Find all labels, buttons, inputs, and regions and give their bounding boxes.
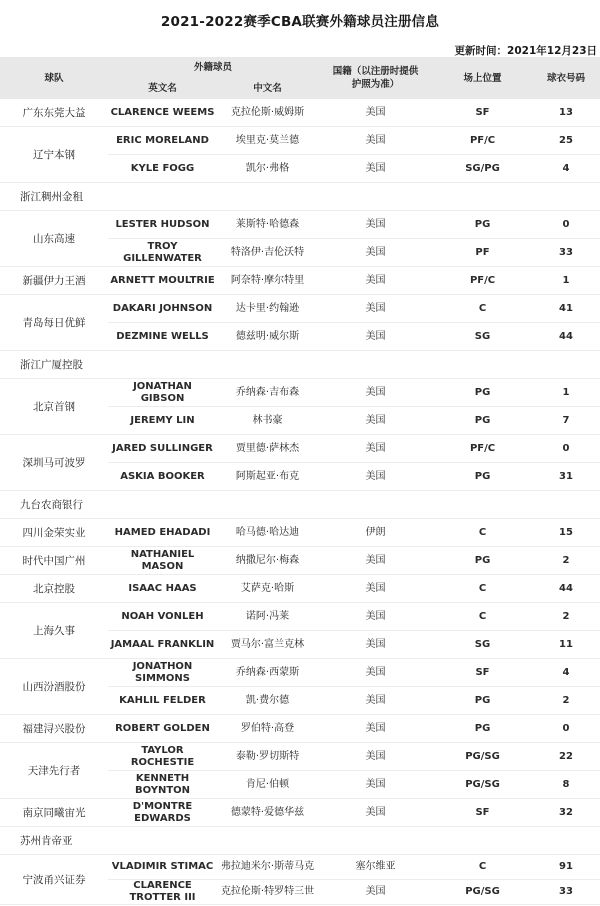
header-position: 场上位置 xyxy=(433,57,532,99)
position: PF/C xyxy=(433,127,532,155)
english-name: D'MONTRE EDWARDS xyxy=(108,799,217,827)
english-name: ASKIA BOOKER xyxy=(108,463,217,491)
team-name: 山西汾酒股份 xyxy=(0,659,108,715)
team-name: 山东高速 xyxy=(0,211,108,267)
english-name: ERIC MORELAND xyxy=(108,127,217,155)
english-name: KYLE FOGG xyxy=(108,155,217,183)
position: PF/C xyxy=(433,267,532,295)
english-name: CLARENCE WEEMS xyxy=(108,99,217,127)
english-name: VLADIMIR STIMAC xyxy=(108,855,217,880)
table-row xyxy=(0,295,600,323)
chinese-name: 诺阿·冯莱 xyxy=(217,603,318,631)
chinese-name: 罗伯特·高登 xyxy=(217,715,318,743)
nationality: 伊朗 xyxy=(318,519,433,547)
jersey-number: 44 xyxy=(532,575,600,603)
table-row xyxy=(0,267,600,295)
header-chinese-name: 中文名 xyxy=(217,78,318,99)
english-name: LESTER HUDSON xyxy=(108,211,217,239)
team-name: 北京控股 xyxy=(0,575,108,603)
table-row xyxy=(0,183,600,211)
position: PG xyxy=(433,463,532,491)
chinese-name: 艾萨克·哈斯 xyxy=(217,575,318,603)
header-english-name: 英文名 xyxy=(108,78,217,99)
jersey-number: 41 xyxy=(532,295,600,323)
english-name: ROBERT GOLDEN xyxy=(108,715,217,743)
chinese-name: 特洛伊·吉伦沃特 xyxy=(217,239,318,267)
position: SG xyxy=(433,323,532,351)
nationality: 美国 xyxy=(318,715,433,743)
chinese-name: 凯尔·弗格 xyxy=(217,155,318,183)
team-name: 深圳马可波罗 xyxy=(0,435,108,491)
header-number: 球衣号码 xyxy=(532,57,600,99)
team-name: 上海久事 xyxy=(0,603,108,659)
english-name: JONATHON SIMMONS xyxy=(108,659,217,687)
position: PG xyxy=(433,547,532,575)
nationality: 美国 xyxy=(318,603,433,631)
chinese-name: 达卡里·约翰逊 xyxy=(217,295,318,323)
english-name: JONATHAN GIBSON xyxy=(108,379,217,407)
nationality: 美国 xyxy=(318,379,433,407)
english-name: KAHLIL FELDER xyxy=(108,687,217,715)
chinese-name: 凯·费尔德 xyxy=(217,687,318,715)
position: C xyxy=(433,295,532,323)
chinese-name: 贾里德·萨林杰 xyxy=(217,435,318,463)
jersey-number: 0 xyxy=(532,715,600,743)
chinese-name: 哈马德·哈达迪 xyxy=(217,519,318,547)
header-nationality-line1: 国籍（以注册时提供 xyxy=(332,66,419,77)
table-row xyxy=(0,659,600,687)
position: PF xyxy=(433,239,532,267)
nationality: 美国 xyxy=(318,435,433,463)
table-header xyxy=(0,57,600,99)
team-name: 广东东莞大益 xyxy=(0,99,108,127)
team-name: 青岛每日优鲜 xyxy=(0,295,108,351)
nationality: 美国 xyxy=(318,127,433,155)
jersey-number: 0 xyxy=(532,435,600,463)
team-name: 时代中国广州 xyxy=(0,547,108,575)
jersey-number: 31 xyxy=(532,463,600,491)
jersey-number: 2 xyxy=(532,687,600,715)
english-name: ARNETT MOULTRIE xyxy=(108,267,217,295)
jersey-number: 7 xyxy=(532,407,600,435)
header-nationality-line2: 护照为准） xyxy=(351,79,400,90)
nationality: 美国 xyxy=(318,407,433,435)
table-row xyxy=(0,575,600,603)
jersey-number: 0 xyxy=(532,211,600,239)
jersey-number: 22 xyxy=(532,743,600,771)
table-row xyxy=(0,603,600,631)
team-name: 天津先行者 xyxy=(0,743,108,799)
table-row xyxy=(0,379,600,407)
jersey-number: 33 xyxy=(532,880,600,905)
jersey-number: 4 xyxy=(532,659,600,687)
position: PG xyxy=(433,379,532,407)
nationality: 美国 xyxy=(318,687,433,715)
jersey-number: 11 xyxy=(532,631,600,659)
chinese-name: 埃里克·莫兰德 xyxy=(217,127,318,155)
english-name: KENNETH BOYNTON xyxy=(108,771,217,799)
nationality: 美国 xyxy=(318,155,433,183)
update-time: 更新时间：2021年12月23日 xyxy=(454,45,597,57)
jersey-number: 44 xyxy=(532,323,600,351)
chinese-name: 乔纳森·吉布森 xyxy=(217,379,318,407)
english-name: CLARENCE TROTTER III xyxy=(108,880,217,905)
page-title: 2021-2022赛季CBA联赛外籍球员注册信息 xyxy=(160,14,440,30)
position: C xyxy=(433,519,532,547)
table-row xyxy=(0,855,600,880)
nationality: 美国 xyxy=(318,211,433,239)
team-name: 宁波甬兴证券 xyxy=(0,855,108,905)
table-row xyxy=(0,99,600,127)
nationality: 美国 xyxy=(318,295,433,323)
header-team: 球队 xyxy=(0,57,108,99)
jersey-number: 1 xyxy=(532,379,600,407)
jersey-number: 2 xyxy=(532,603,600,631)
jersey-number: 2 xyxy=(532,547,600,575)
english-name: DAKARI JOHNSON xyxy=(108,295,217,323)
team-name: 辽宁本钢 xyxy=(0,127,108,183)
chinese-name: 肯尼·伯顿 xyxy=(217,771,318,799)
english-name: DEZMINE WELLS xyxy=(108,323,217,351)
nationality: 美国 xyxy=(318,575,433,603)
chinese-name: 德蒙特·爱德华兹 xyxy=(217,799,318,827)
nationality: 美国 xyxy=(318,880,433,905)
position: SG xyxy=(433,631,532,659)
table-row xyxy=(0,491,600,519)
jersey-number: 32 xyxy=(532,799,600,827)
english-name: JAMAAL FRANKLIN xyxy=(108,631,217,659)
team-name: 北京首钢 xyxy=(0,379,108,435)
english-name: NATHANIEL MASON xyxy=(108,547,217,575)
team-name: 南京同曦宙光 xyxy=(0,799,108,827)
table-row xyxy=(0,743,600,771)
chinese-name: 德兹明·威尔斯 xyxy=(217,323,318,351)
position: PF/C xyxy=(433,435,532,463)
team-name: 新疆伊力王酒 xyxy=(0,267,108,295)
position: PG xyxy=(433,687,532,715)
table-row xyxy=(0,127,600,155)
nationality: 美国 xyxy=(318,239,433,267)
position: SF xyxy=(433,659,532,687)
table-body xyxy=(0,99,600,905)
nationality: 美国 xyxy=(318,547,433,575)
english-name: ISAAC HAAS xyxy=(108,575,217,603)
position: PG xyxy=(433,715,532,743)
team-name: 四川金荣实业 xyxy=(0,519,108,547)
nationality: 美国 xyxy=(318,463,433,491)
chinese-name: 林书豪 xyxy=(217,407,318,435)
english-name: TAYLOR ROCHESTIE xyxy=(108,743,217,771)
english-name: NOAH VONLEH xyxy=(108,603,217,631)
jersey-number: 91 xyxy=(532,855,600,880)
position: SF xyxy=(433,99,532,127)
nationality: 美国 xyxy=(318,631,433,659)
position: PG xyxy=(433,407,532,435)
nationality: 美国 xyxy=(318,323,433,351)
english-name: TROY GILLENWATER xyxy=(108,239,217,267)
chinese-name: 阿斯起亚·布克 xyxy=(217,463,318,491)
table-row xyxy=(0,351,600,379)
chinese-name: 乔纳森·西蒙斯 xyxy=(217,659,318,687)
jersey-number: 15 xyxy=(532,519,600,547)
nationality: 塞尔维亚 xyxy=(318,855,433,880)
position: PG/SG xyxy=(433,743,532,771)
position: SF xyxy=(433,799,532,827)
english-name: JARED SULLINGER xyxy=(108,435,217,463)
english-name: JEREMY LIN xyxy=(108,407,217,435)
chinese-name: 泰勒·罗切斯特 xyxy=(217,743,318,771)
header-foreign-players: 外籍球员 xyxy=(108,57,318,78)
nationality: 美国 xyxy=(318,267,433,295)
nationality: 美国 xyxy=(318,99,433,127)
table-row xyxy=(0,435,600,463)
table-row xyxy=(0,827,600,855)
jersey-number: 1 xyxy=(532,267,600,295)
nationality: 美国 xyxy=(318,659,433,687)
jersey-number: 4 xyxy=(532,155,600,183)
position: C xyxy=(433,575,532,603)
team-name: 九台农商银行 xyxy=(0,491,600,519)
chinese-name: 阿奈特·摩尔特里 xyxy=(217,267,318,295)
jersey-number: 8 xyxy=(532,771,600,799)
position: PG/SG xyxy=(433,771,532,799)
position: SG/PG xyxy=(433,155,532,183)
jersey-number: 13 xyxy=(532,99,600,127)
chinese-name: 克拉伦斯·特罗特三世 xyxy=(217,880,318,905)
team-name: 浙江稠州金租 xyxy=(0,183,600,211)
table-row xyxy=(0,211,600,239)
position: C xyxy=(433,855,532,880)
english-name: HAMED EHADADI xyxy=(108,519,217,547)
table-row xyxy=(0,799,600,827)
position: PG xyxy=(433,211,532,239)
table-row xyxy=(0,715,600,743)
chinese-name: 贾马尔·富兰克林 xyxy=(217,631,318,659)
header-nationality xyxy=(318,57,433,99)
nationality: 美国 xyxy=(318,743,433,771)
chinese-name: 莱斯特·哈德森 xyxy=(217,211,318,239)
team-name: 浙江广厦控股 xyxy=(0,351,600,379)
chinese-name: 克拉伦斯·威姆斯 xyxy=(217,99,318,127)
table-row xyxy=(0,519,600,547)
nationality: 美国 xyxy=(318,771,433,799)
team-name: 苏州肯帝亚 xyxy=(0,827,600,855)
jersey-number: 25 xyxy=(532,127,600,155)
registration-table xyxy=(0,57,600,905)
team-name: 福建浔兴股份 xyxy=(0,715,108,743)
chinese-name: 纳撒尼尔·梅森 xyxy=(217,547,318,575)
position: C xyxy=(433,603,532,631)
position: PG/SG xyxy=(433,880,532,905)
jersey-number: 33 xyxy=(532,239,600,267)
table-row xyxy=(0,547,600,575)
nationality: 美国 xyxy=(318,799,433,827)
chinese-name: 弗拉迪米尔·斯蒂马克 xyxy=(217,855,318,880)
